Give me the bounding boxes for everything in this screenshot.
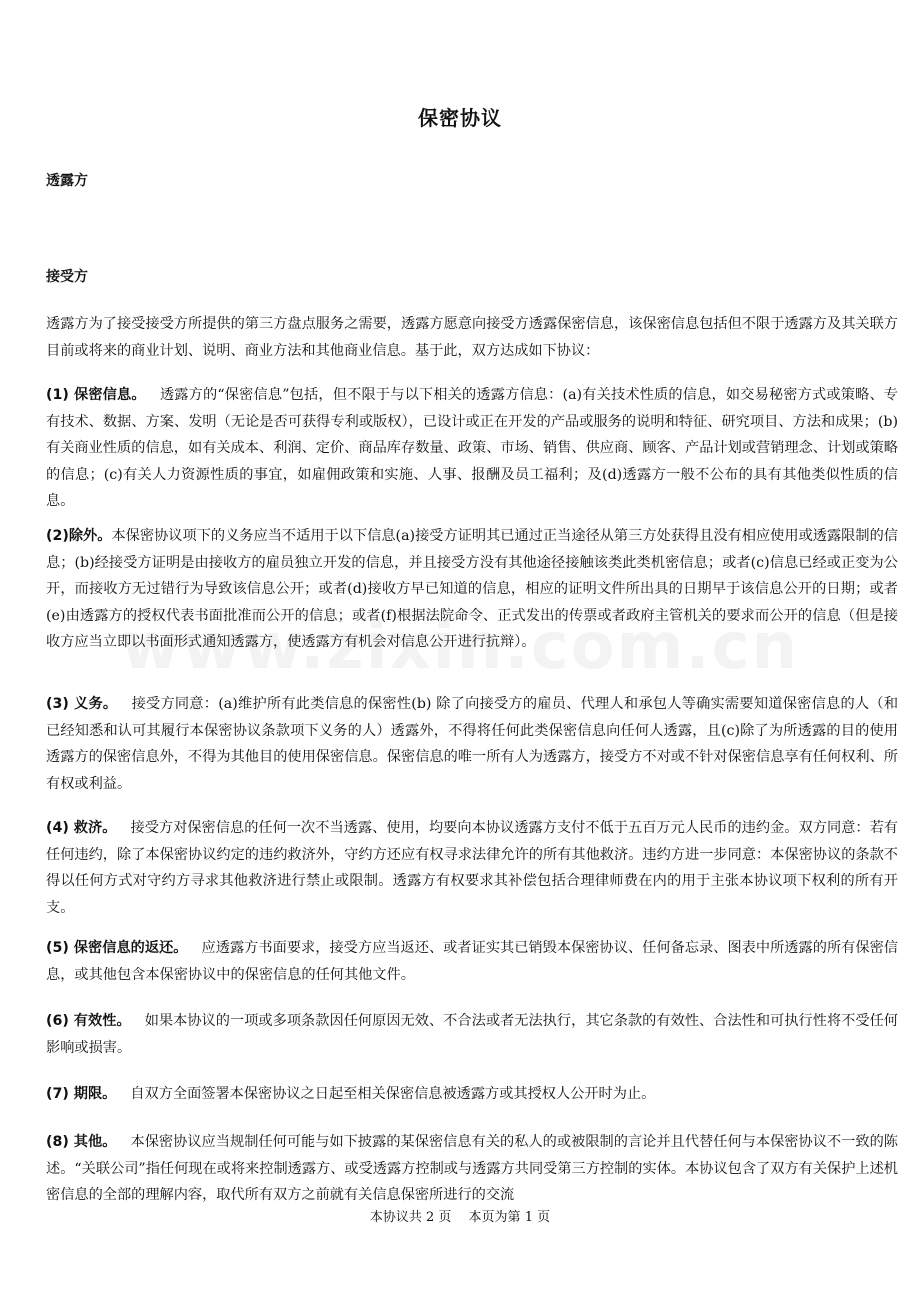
clause-text: 如果本协议的一项或多项条款因任何原因无效、不合法或者无法执行，其它条款的有效性、合法性和可执行性将不受任何影响或损害。	[46, 1013, 898, 1056]
clause-heading: (1) 保密信息。	[46, 387, 146, 403]
intro-paragraph: 透露方为了接受接受方所提供的第三方盘点服务之需要，透露方愿意向接受方透露保密信息，该保密信息包括但不限于透露方及其关联方目前或将来的商业计划、说明、商业方法和其他商业信息。基于此，双方达成如下协议：	[46, 316, 898, 359]
clause-heading: (5) 保密信息的返还。	[46, 940, 188, 956]
page-footer: 本协议共 2 页 本页为第 1 页	[369, 1210, 551, 1225]
clause-7	[46, 1081, 898, 1108]
clause-heading: (7) 期限。	[46, 1086, 117, 1102]
clause-heading: (4) 救济。	[46, 820, 117, 836]
clause-heading: (8) 其他。	[46, 1134, 117, 1150]
receiving-party-label: 接受方	[46, 269, 88, 285]
clause-text: 本保密协议应当规制任何可能与如下披露的某保密信息有关的私人的或被限制的言论并且代替任何与本保密协议不一致的陈述。“关联公司”指任何现在或将来控制透露方、或受透露方控制或与透露方共同受第三方控制的实体。本协议包含了双方有关保护上述机密信息的全部的理解内容，取代所有双方之前就有关信息保密所进行的交流	[46, 1134, 898, 1203]
clause-text: 自双方全面签署本保密协议之日起至相关保密信息被透露方或其授权人公开时为止。	[130, 1086, 656, 1102]
clause-heading: (2)除外。	[46, 528, 112, 544]
clause-4	[46, 815, 898, 921]
clause-text: 透露方的“保密信息”包括，但不限于与以下相关的透露方信息：(a)有关技术性质的信息，如交易秘密方式或策略、专有技术、数据、方案、发明（无论是否可获得专利或版权），已设计或正在开发的产品或服务的说明和特征、研究项目、方法和成果；(b)有关商业性质的信息，如有关成本、利润、定价、商品库存数量、政策、市场、销售、供应商、顾客、产品计划或营销理念、计划或策略的信息；(c)有关人力资源性质的事宜，如雇佣政策和实施、人事、报酬及员工福利；及(d)透露方一般不公布的具有其他类似性质的信息。	[46, 387, 898, 509]
clause-text: 本保密协议项下的义务应当不适用于以下信息(a)接受方证明其已通过正当途径从第三方处获得且没有相应使用或透露限制的信息；(b)经接受方证明是由接收方的雇员独立开发的信息，并且接受方没有其他途径接触该类此类机密信息；或者(c)信息已经或正变为公开，而接收方无过错行为导致该信息公开；或者(d)接收方早已知道的信息，相应的证明文件所出具的日期早于该信息公开的日期；或者(e)由透露方的授权代表书面批准而公开的信息；或者(f)根据法院命令、正式发出的传票或者政府主管机关的要求而公开的信息（但是接收方应当立即以书面形式通知透露方，使透露方有机会对信息公开进行抗辩）。	[46, 528, 898, 650]
clause-text: 接受方对保密信息的任何一次不当透露、使用，均要向本协议透露方支付不低于五百万元人民币的违约金。双方同意：若有任何违约，除了本保密协议约定的违约救济外，守约方还应有权寻求法律允许的所有其他救济。违约方进一步同意：本保密协议的条款不得以任何方式对守约方寻求其他救济进行禁止或限制。透露方有权要求其补偿包括合理律师费在内的用于主张本协议项下权利的所有开支。	[46, 820, 898, 916]
clause-2	[46, 523, 898, 656]
clause-8	[46, 1129, 898, 1209]
clause-6	[46, 1008, 898, 1061]
clause-3	[46, 691, 898, 797]
clause-heading: (3) 义务。	[46, 696, 118, 712]
clause-text: 接受方同意：(a)维护所有此类信息的保密性(b) 除了向接受方的雇员、代理人和承包人等确实需要知道保密信息的人（和已经知悉和认可其履行本保密协议条款项下义务的人）透露外，不得将任何此类保密信息向任何人透露，且(c)除了为所透露的目的使用透露方的保密信息外，不得为其他目的使用保密信息。保密信息的唯一所有人为透露方，接受方不对或不针对保密信息享有任何权利、所有权或利益。	[46, 696, 899, 792]
clause-text: 应透露方书面要求，接受方应当返还、或者证实其已销毁本保密协议、任何备忘录、图表中所透露的所有保密信息，或其他包含本保密协议中的保密信息的任何其他文件。	[46, 940, 898, 983]
disclosing-party-label: 透露方	[46, 173, 88, 189]
clause-5	[46, 935, 898, 988]
clause-heading: (6) 有效性。	[46, 1013, 131, 1029]
document-title: 保密协议	[418, 106, 502, 130]
clause-1	[46, 382, 898, 515]
